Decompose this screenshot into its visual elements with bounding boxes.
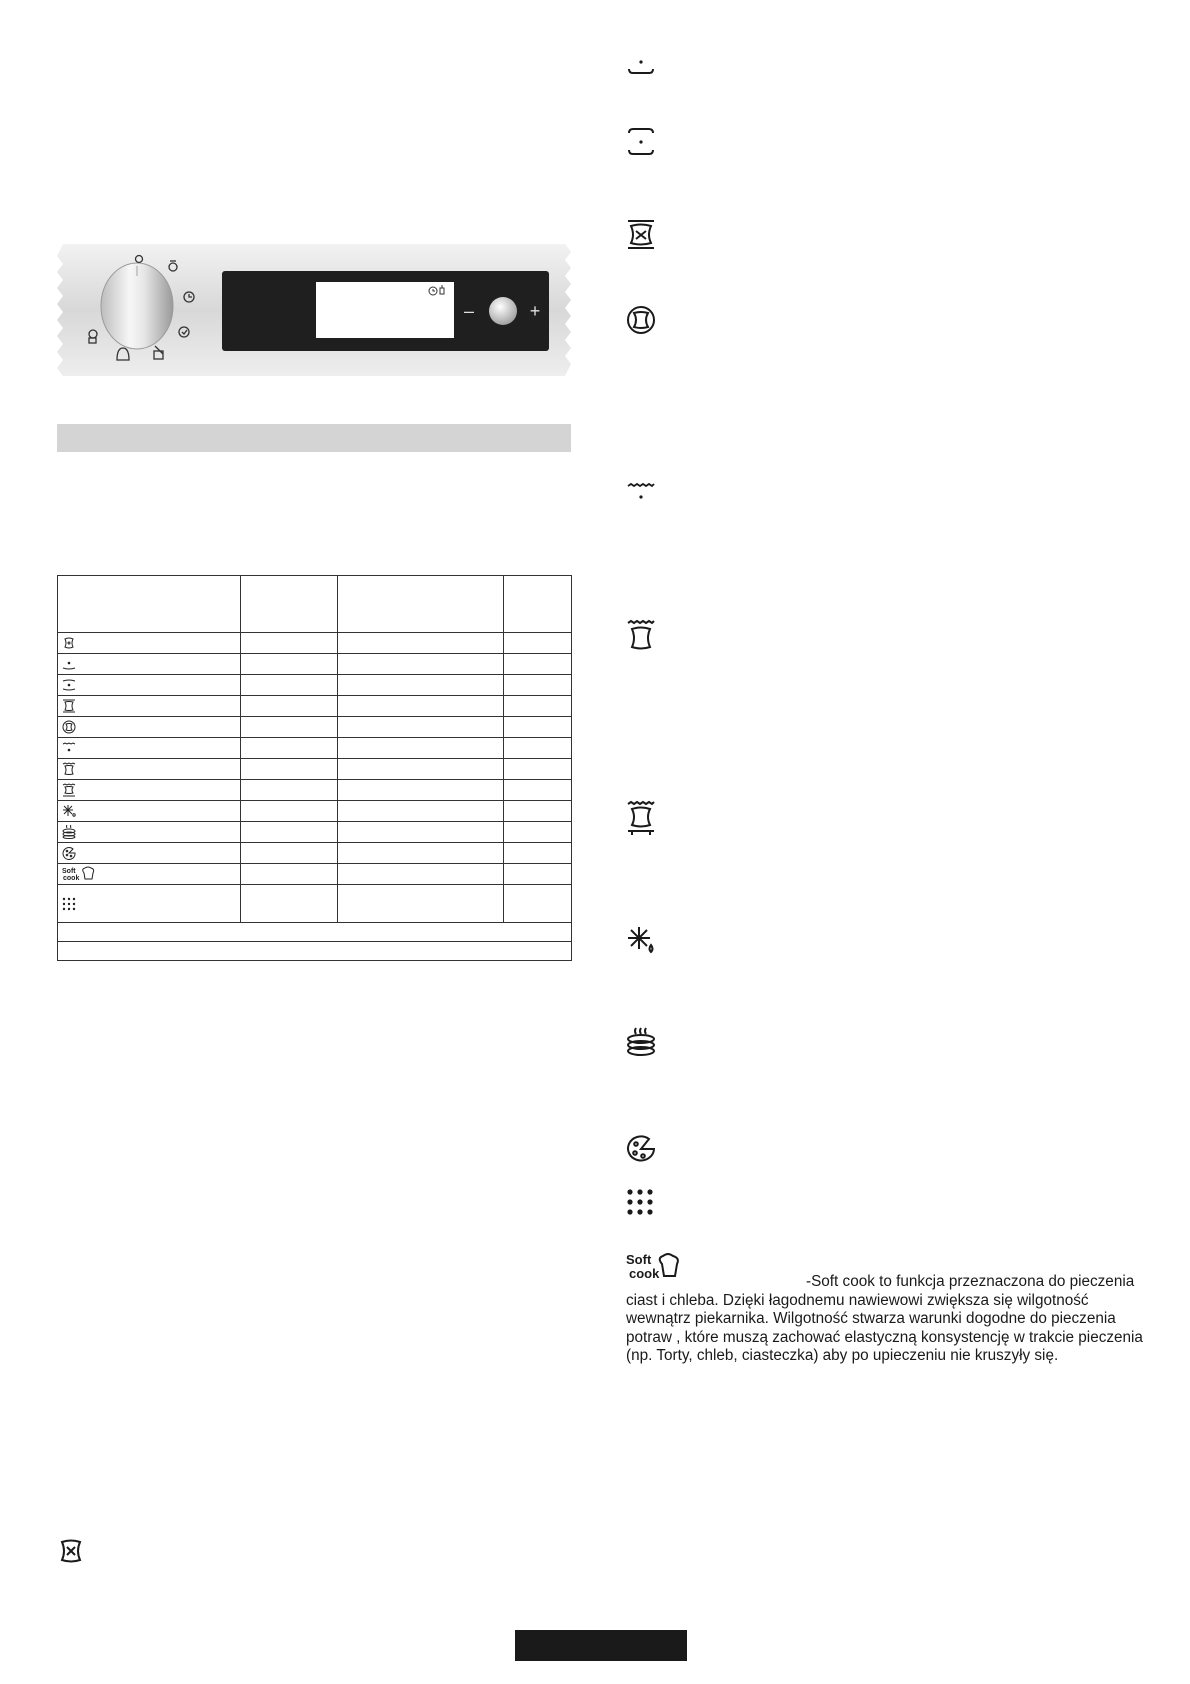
soft-cook-text-line: wewnątrz piekarnika. Wilgotność stwarza warunki dogodne do pieczenia xyxy=(626,1310,1116,1328)
table-header-cell xyxy=(338,576,504,633)
plate-warming-icon xyxy=(626,1026,656,1058)
table-row xyxy=(58,633,572,654)
table-row xyxy=(58,822,572,843)
soft-cook-logo-top: Soft xyxy=(626,1252,652,1267)
pizza-icon xyxy=(62,846,76,860)
eco-dots-icon xyxy=(62,897,76,911)
table-row xyxy=(58,675,572,696)
fan-heating-icon xyxy=(57,1537,85,1570)
page-number-bar xyxy=(515,1630,687,1661)
table-row xyxy=(58,864,572,885)
table-row xyxy=(58,717,572,738)
table-row xyxy=(58,780,572,801)
defrost-icon xyxy=(626,925,656,955)
grill-icon xyxy=(62,741,76,755)
soft-cook-logo-top: Soft xyxy=(62,868,76,875)
ring-fan-icon xyxy=(62,720,76,734)
ring-fan-icon xyxy=(626,305,656,335)
grill-icon xyxy=(626,482,656,504)
table-row xyxy=(58,801,572,822)
fan-heating-icon xyxy=(62,636,76,650)
top-bottom-heat-icon xyxy=(62,678,76,692)
bottom-heat-icon xyxy=(626,52,656,78)
fan-top-bottom-heat-icon xyxy=(62,699,76,713)
soft-cook-logo-bottom: cook xyxy=(629,1266,660,1281)
adjust-knob[interactable] xyxy=(489,297,517,325)
table-row xyxy=(58,759,572,780)
pizza-icon xyxy=(626,1135,656,1163)
soft-cook-description xyxy=(626,1273,1146,1366)
oven-functions-table xyxy=(57,575,572,961)
table-footer-row xyxy=(58,942,572,961)
soft-cook-text-line: (np. Torty, chleb, ciasteczka) aby po upieczeniu nie kruszyły się. xyxy=(626,1347,1059,1365)
soft-cook-text-line: ciast i chleba. Dzięki łagodnemu nawiewowi zwiększa się wilgotność xyxy=(626,1291,1089,1309)
section-header-bar xyxy=(57,424,571,452)
oven-control-panel xyxy=(57,244,571,376)
plate-warming-icon xyxy=(62,825,76,839)
soft-cook-text-line: -Soft cook to funkcja przeznaczona do pieczenia xyxy=(806,1273,1135,1290)
table-row xyxy=(58,738,572,759)
table-row xyxy=(58,843,572,864)
table-header-cell xyxy=(58,576,241,633)
defrost-icon xyxy=(62,804,76,818)
fan-grill-icon xyxy=(626,619,656,653)
eco-dots-icon xyxy=(626,1188,654,1216)
minus-button[interactable]: – xyxy=(463,301,475,321)
soft-cook-text-line: potraw , które muszą zachować elastyczną konsystencję w trakcie pieczenia xyxy=(626,1328,1143,1346)
bottom-heat-icon xyxy=(62,657,76,671)
turbo-grill-icon xyxy=(62,783,76,797)
table-footer-row xyxy=(58,923,572,942)
fan-grill-icon xyxy=(62,762,76,776)
table-header-cell xyxy=(504,576,572,633)
table-row xyxy=(58,654,572,675)
turbo-grill-icon xyxy=(626,800,656,836)
table-header-row xyxy=(58,576,572,633)
table-row xyxy=(58,696,572,717)
plus-button[interactable]: + xyxy=(529,301,541,321)
table-row xyxy=(58,885,572,923)
table-header-cell xyxy=(241,576,338,633)
top-bottom-heat-icon xyxy=(626,126,656,158)
soft-cook-icon xyxy=(62,866,96,882)
soft-cook-logo-bottom: cook xyxy=(63,875,80,882)
fan-top-bottom-heat-icon xyxy=(626,219,656,251)
